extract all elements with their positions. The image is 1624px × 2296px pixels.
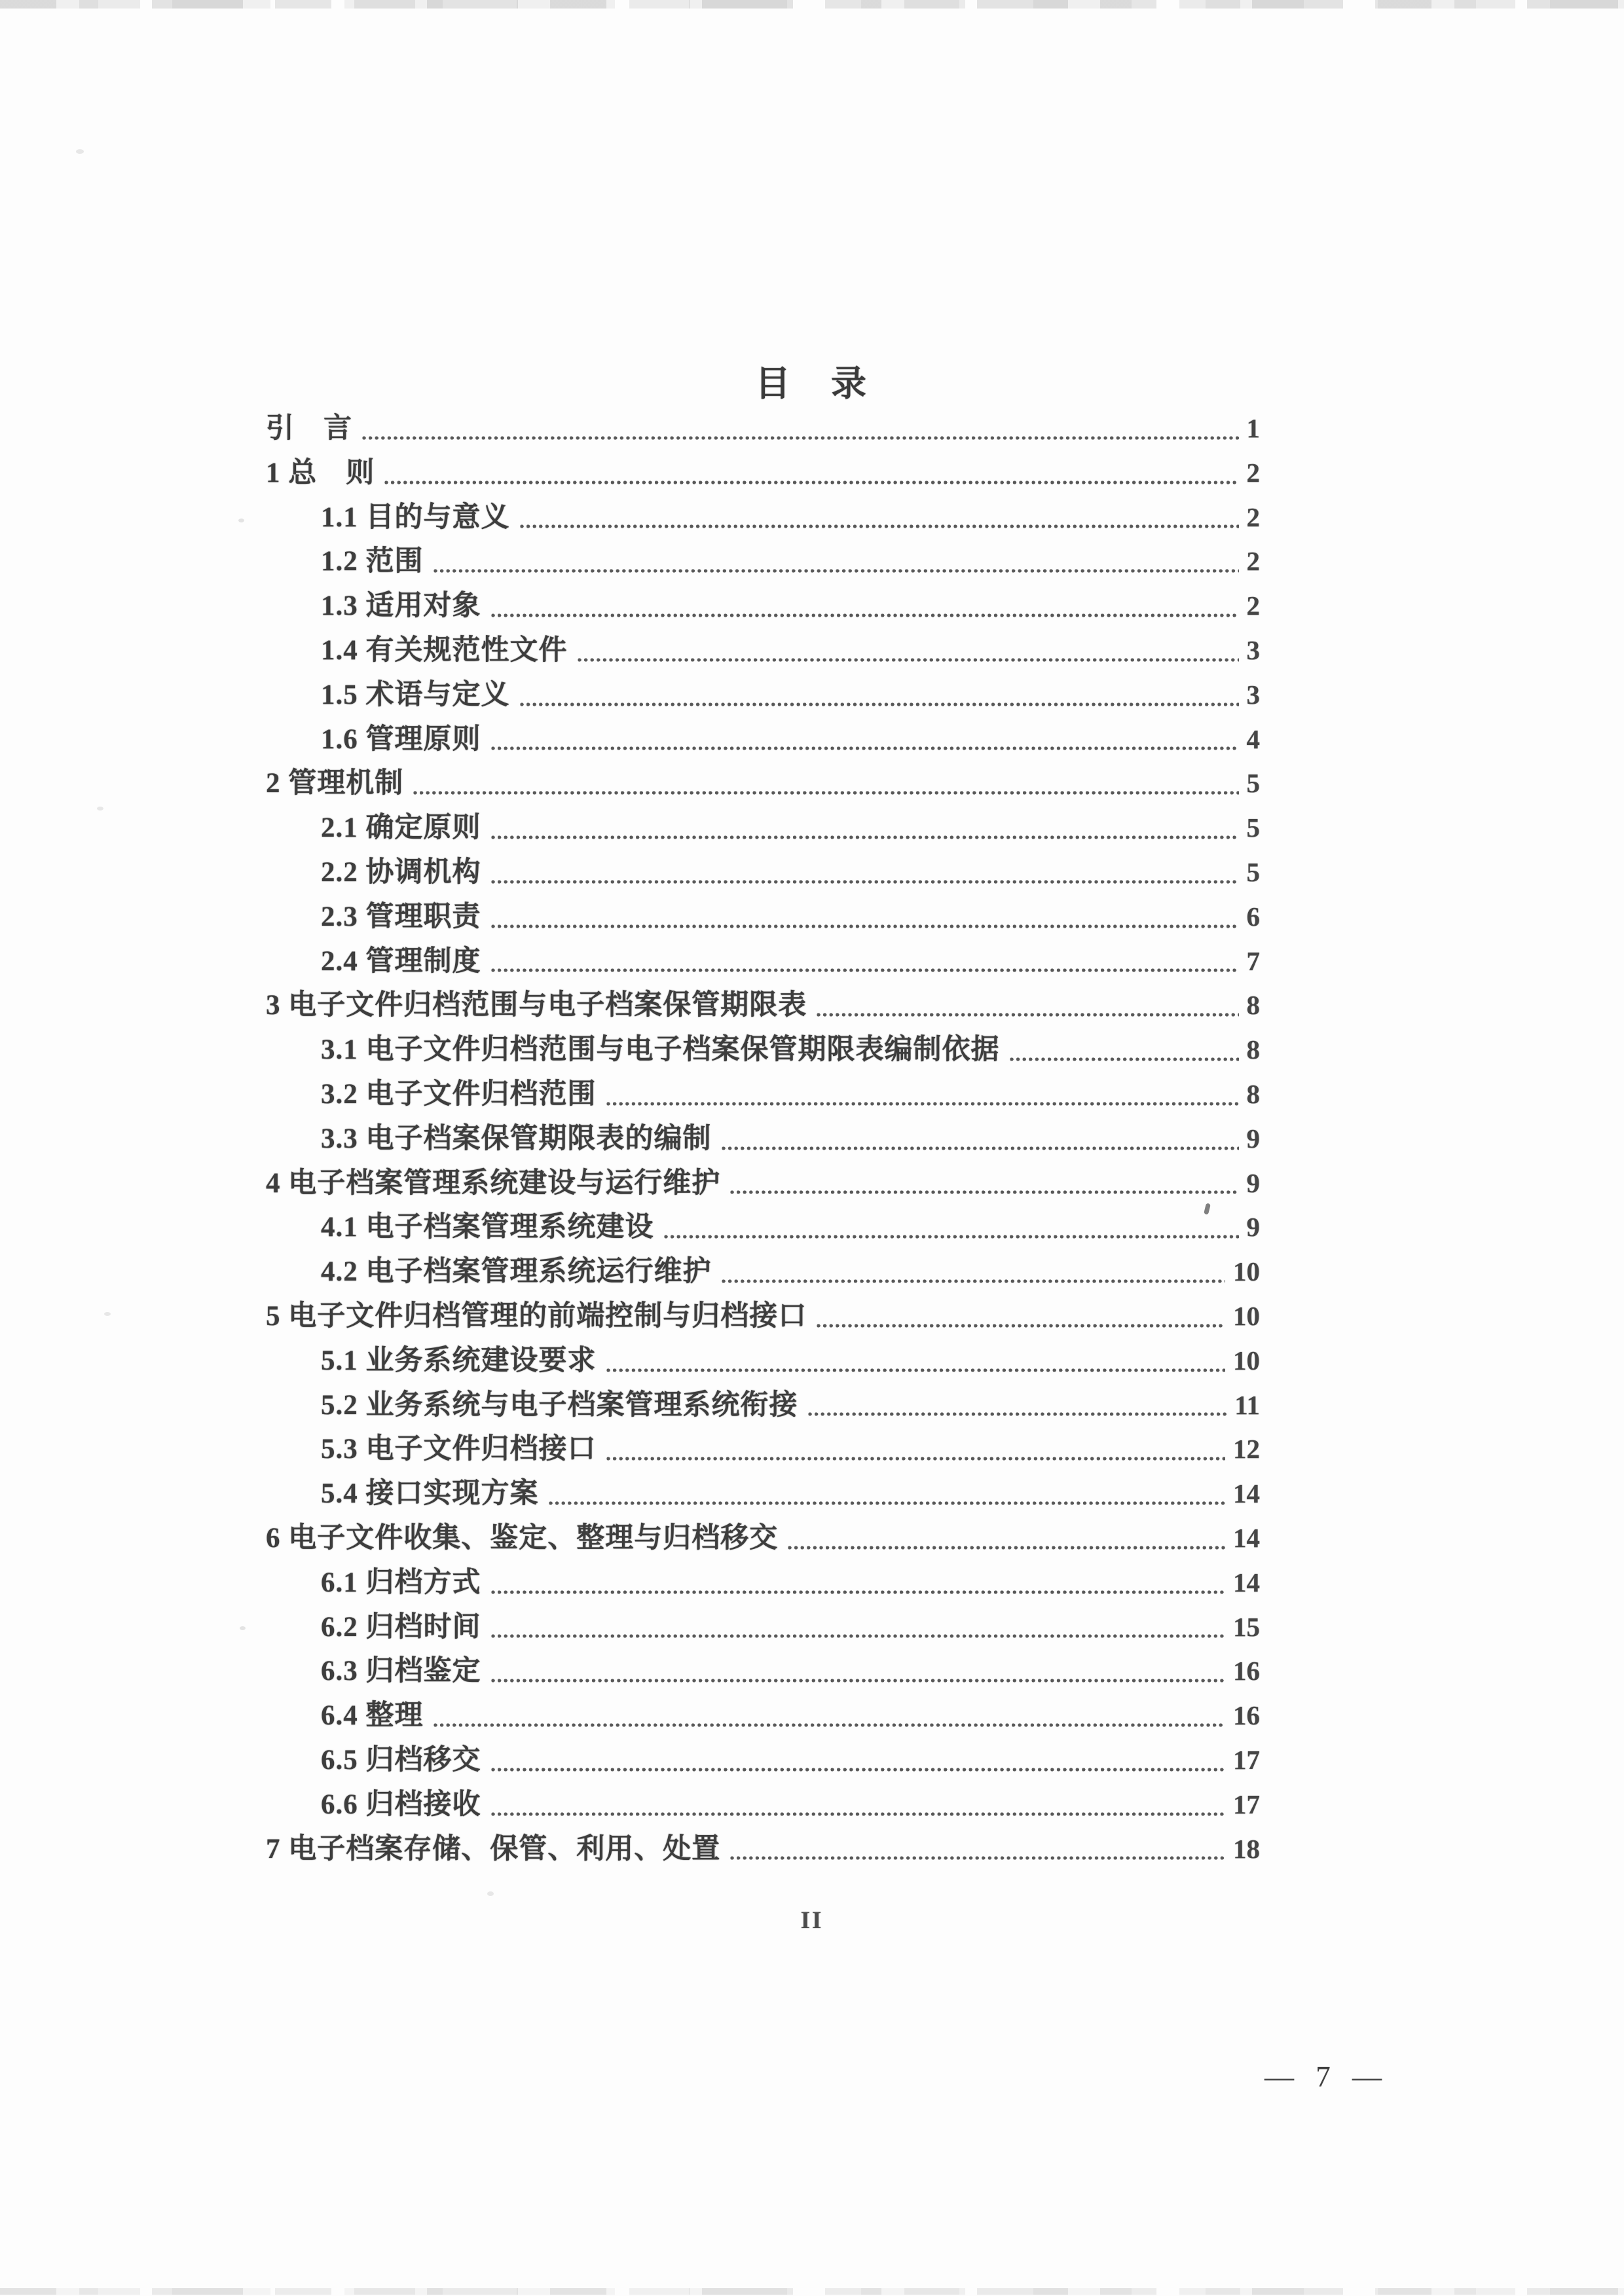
toc-entry-page: 9 xyxy=(1246,1123,1260,1154)
toc-entry xyxy=(266,1738,1260,1783)
toc-entry-page: 15 xyxy=(1233,1611,1260,1642)
scan-speck xyxy=(240,1626,246,1630)
toc-entry-label: 4 电子档案管理系统建设与运行维护 xyxy=(266,1167,721,1199)
dotted-leader xyxy=(548,1499,1226,1508)
toc-entry-label: 2.3 管理职责 xyxy=(321,901,481,932)
scan-speck xyxy=(76,149,84,154)
toc-entry xyxy=(266,1383,1260,1428)
toc-entry xyxy=(266,806,1260,850)
toc-entry xyxy=(266,451,1260,496)
dotted-leader xyxy=(413,789,1238,797)
toc-entry-label: 3.3 电子档案保管期限表的编制 xyxy=(321,1123,712,1154)
toc-entry xyxy=(266,1161,1260,1206)
toc-entry-page: 1 xyxy=(1246,413,1260,443)
dotted-leader xyxy=(361,434,1239,443)
dotted-leader xyxy=(663,1233,1239,1241)
dotted-leader xyxy=(490,1766,1226,1774)
scan-speck xyxy=(104,1312,111,1316)
toc-entry xyxy=(266,1561,1260,1605)
toc-entry-label: 2.4 管理制度 xyxy=(321,945,481,977)
toc-entry-label: 6.6 归档接收 xyxy=(321,1789,481,1820)
toc-entry xyxy=(266,1427,1260,1472)
toc-entry-page: 17 xyxy=(1233,1789,1260,1819)
dotted-leader xyxy=(490,878,1239,886)
dotted-leader xyxy=(729,1854,1225,1863)
dotted-leader xyxy=(721,1277,1226,1286)
toc-entry xyxy=(266,1205,1260,1250)
toc-entry-page: 6 xyxy=(1246,901,1260,932)
toc-entry xyxy=(266,761,1260,806)
dotted-leader xyxy=(577,656,1239,665)
dotted-leader xyxy=(807,1410,1227,1419)
toc-entry-label: 3.1 电子文件归档范围与电子档案保管期限表编制依据 xyxy=(321,1034,1000,1066)
toc-entry-label: 1 总 则 xyxy=(266,457,375,488)
toc-entry xyxy=(266,1250,1260,1294)
toc-entry-label: 6.4 整理 xyxy=(321,1700,424,1732)
toc-entry-label: 2 管理机制 xyxy=(266,768,404,799)
toc-entry-page: 12 xyxy=(1233,1434,1260,1465)
dotted-leader xyxy=(606,1100,1239,1108)
dotted-leader xyxy=(787,1544,1225,1552)
toc-entry-page: 5 xyxy=(1246,768,1260,799)
toc-entry-label: 4.1 电子档案管理系统建设 xyxy=(321,1212,654,1243)
toc-entry-label: 2.2 协调机构 xyxy=(321,856,481,888)
toc-entry-label: 1.5 术语与定义 xyxy=(321,679,510,710)
toc-entry xyxy=(266,539,1260,584)
toc-entry xyxy=(266,629,1260,673)
dotted-leader xyxy=(490,833,1239,842)
dotted-leader xyxy=(519,522,1239,531)
scan-edge-artifact-top xyxy=(0,0,1624,9)
toc-entry-page: 2 xyxy=(1246,501,1260,532)
toc-entry xyxy=(266,718,1260,762)
toc-entry-page: 8 xyxy=(1246,1078,1260,1109)
toc-entry-label: 6.5 归档移交 xyxy=(321,1744,481,1776)
toc-entry-page: 9 xyxy=(1246,1212,1260,1243)
toc-entry-page: 4 xyxy=(1246,723,1260,754)
toc-entry-label: 3 电子文件归档范围与电子档案保管期限表 xyxy=(266,990,807,1021)
toc-entry-label: 1.3 适用对象 xyxy=(321,591,481,622)
toc-entry xyxy=(266,1472,1260,1516)
toc-entry-page: 14 xyxy=(1233,1522,1260,1553)
toc-entry xyxy=(266,673,1260,718)
toc-entry-page: 3 xyxy=(1246,679,1260,710)
toc-entry-label: 5 电子文件归档管理的前端控制与归档接口 xyxy=(266,1300,807,1332)
toc-entry-page: 10 xyxy=(1233,1256,1260,1287)
toc-entry-label: 引 言 xyxy=(266,413,352,444)
section-page-number: II xyxy=(800,1907,824,1934)
toc-entry xyxy=(266,407,1260,451)
toc-entry-page: 5 xyxy=(1246,856,1260,887)
toc-entry-page: 2 xyxy=(1246,591,1260,621)
toc-entry-page: 8 xyxy=(1246,990,1260,1021)
dotted-leader xyxy=(490,744,1239,753)
toc-entry-page: 2 xyxy=(1246,457,1260,488)
dotted-leader xyxy=(606,1455,1226,1463)
toc-entry xyxy=(266,1294,1260,1339)
toc-entry-label: 5.3 电子文件归档接口 xyxy=(321,1434,597,1465)
toc-entry xyxy=(266,1605,1260,1650)
toc-entry-page: 8 xyxy=(1246,1034,1260,1065)
scan-speck xyxy=(487,1891,494,1896)
dotted-leader xyxy=(606,1366,1226,1375)
toc-entry-page: 14 xyxy=(1233,1478,1260,1509)
toc-entry xyxy=(266,1028,1260,1072)
dotted-leader xyxy=(490,966,1239,975)
toc-entry-label: 1.1 目的与意义 xyxy=(321,501,510,533)
toc-entry-label: 1.4 有关规范性文件 xyxy=(321,634,568,666)
toc-entry-page: 16 xyxy=(1233,1656,1260,1686)
dotted-leader xyxy=(490,1632,1226,1641)
page-title: 目 录 xyxy=(755,364,869,403)
toc-entry-label: 6 电子文件收集、鉴定、整理与归档移交 xyxy=(266,1522,779,1554)
dotted-leader xyxy=(433,567,1239,575)
toc-entry-label: 1.2 范围 xyxy=(321,546,424,577)
toc-entry xyxy=(266,496,1260,540)
toc-entry xyxy=(266,895,1260,939)
toc-entry xyxy=(266,1649,1260,1694)
toc-entry-page: 7 xyxy=(1246,945,1260,976)
toc-entry-page: 11 xyxy=(1234,1389,1260,1420)
toc-entry-label: 4.2 电子档案管理系统运行维护 xyxy=(321,1256,712,1288)
toc-entry-label: 5.1 业务系统建设要求 xyxy=(321,1345,597,1376)
toc-entry-page: 18 xyxy=(1233,1833,1260,1864)
toc-entry-page: 14 xyxy=(1233,1567,1260,1597)
dotted-leader xyxy=(721,1144,1239,1153)
dotted-leader xyxy=(816,1322,1225,1330)
toc-entry-page: 10 xyxy=(1233,1345,1260,1376)
toc-entry xyxy=(266,1072,1260,1117)
toc-entry-label: 3.2 电子文件归档范围 xyxy=(321,1078,597,1110)
dotted-leader xyxy=(519,701,1239,709)
dotted-leader xyxy=(1009,1055,1239,1064)
toc-entry-label: 5.4 接口实现方案 xyxy=(321,1478,539,1510)
dotted-leader xyxy=(490,611,1239,620)
toc-entry-page: 3 xyxy=(1246,634,1260,665)
toc-entry xyxy=(266,983,1260,1028)
toc-entry-label: 2.1 确定原则 xyxy=(321,812,481,844)
toc-entry xyxy=(266,939,1260,984)
toc-entry-page: 2 xyxy=(1246,546,1260,577)
dotted-leader xyxy=(384,479,1238,487)
toc-entry xyxy=(266,584,1260,629)
toc-entry-label: 6.3 归档鉴定 xyxy=(321,1656,481,1687)
table-of-contents xyxy=(266,407,1260,1871)
toc-entry-label: 1.6 管理原则 xyxy=(321,723,481,755)
toc-entry-label: 7 电子档案存储、保管、利用、处置 xyxy=(266,1833,721,1865)
toc-entry-page: 9 xyxy=(1246,1167,1260,1198)
toc-entry-page: 5 xyxy=(1246,812,1260,843)
dotted-leader xyxy=(490,1677,1226,1685)
toc-entry-page: 17 xyxy=(1233,1744,1260,1775)
scan-speck xyxy=(238,519,244,522)
toc-entry xyxy=(266,850,1260,895)
dotted-leader xyxy=(490,1588,1226,1597)
toc-entry xyxy=(266,1516,1260,1561)
toc-entry xyxy=(266,1694,1260,1738)
dotted-leader xyxy=(816,1011,1238,1019)
toc-entry xyxy=(266,1117,1260,1161)
dotted-leader xyxy=(433,1721,1226,1730)
dotted-leader xyxy=(729,1188,1238,1197)
toc-entry-page: 16 xyxy=(1233,1700,1260,1731)
toc-entry-label: 6.1 归档方式 xyxy=(321,1567,481,1598)
document-page-number: — 7 — xyxy=(1264,2060,1383,2093)
dotted-leader xyxy=(490,1810,1226,1819)
toc-entry-label: 5.2 业务系统与电子档案管理系统衔接 xyxy=(321,1389,798,1421)
scan-speck xyxy=(97,807,103,811)
toc-entry xyxy=(266,1827,1260,1872)
toc-entry-label: 6.2 归档时间 xyxy=(321,1611,481,1643)
toc-entry-page: 10 xyxy=(1233,1300,1260,1331)
dotted-leader xyxy=(490,922,1239,931)
scan-edge-artifact-bottom xyxy=(0,2288,1624,2295)
toc-entry xyxy=(266,1783,1260,1827)
toc-entry xyxy=(266,1339,1260,1383)
